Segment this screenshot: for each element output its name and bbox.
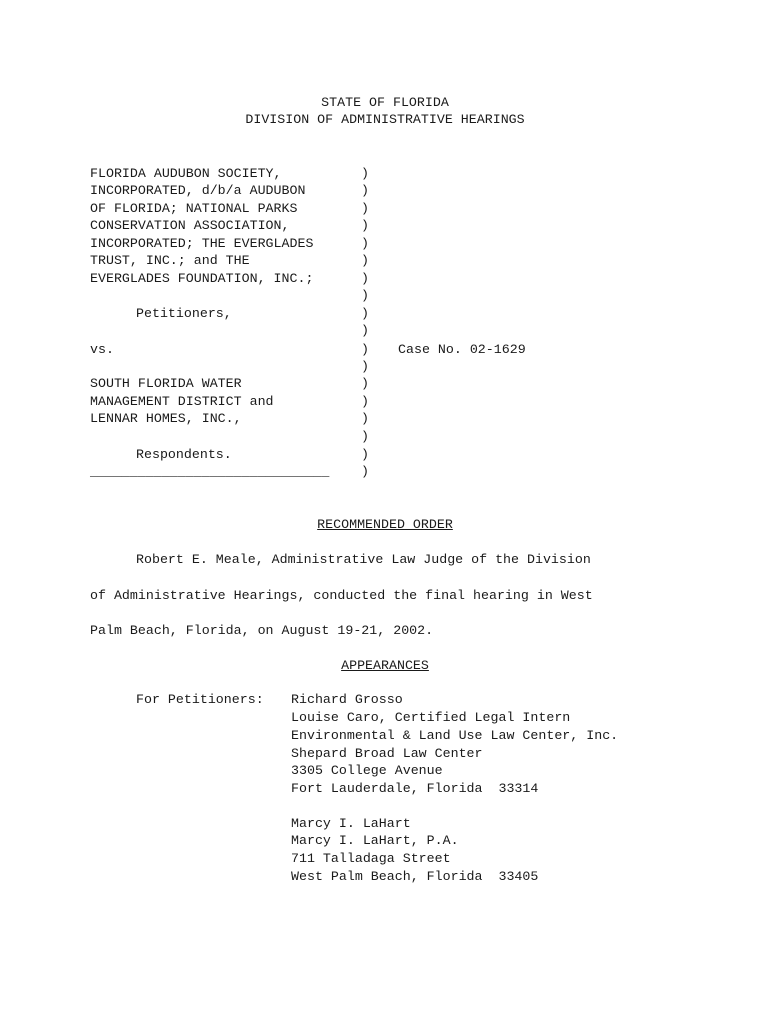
petitioner-line: CONSERVATION ASSOCIATION, xyxy=(90,218,290,233)
petitioner-line: TRUST, INC.; and THE xyxy=(90,253,250,268)
respondent-line: LENNAR HOMES, INC., xyxy=(90,411,242,426)
caption-paren: ) xyxy=(361,218,369,233)
caption-paren: ) xyxy=(361,288,369,303)
header-division: DIVISION OF ADMINISTRATIVE HEARINGS xyxy=(245,112,525,127)
vs-label: vs. xyxy=(90,342,114,357)
counsel-line: Shepard Broad Law Center xyxy=(291,746,483,761)
counsel-line: 711 Talladaga Street xyxy=(291,851,451,866)
caption-paren: ) xyxy=(361,183,369,198)
petitioner-line: INCORPORATED; THE EVERGLADES xyxy=(90,236,314,251)
paragraph-line: Palm Beach, Florida, on August 19-21, 2002. xyxy=(90,623,434,638)
caption-paren: ) xyxy=(361,201,369,216)
caption-paren: ) xyxy=(361,447,369,462)
caption-paren: ) xyxy=(361,429,369,444)
caption-paren: ) xyxy=(361,271,369,286)
caption-paren: ) xyxy=(361,376,369,391)
paragraph-line: Robert E. Meale, Administrative Law Judge of the Division xyxy=(136,552,591,567)
respondents-label: Respondents. xyxy=(136,447,232,462)
counsel-line: Fort Lauderdale, Florida 33314 xyxy=(291,781,539,796)
counsel-line: Marcy I. LaHart xyxy=(291,816,411,831)
header-state: STATE OF FLORIDA xyxy=(321,95,449,110)
petitioner-line: INCORPORATED, d/b/a AUDUBON xyxy=(90,183,306,198)
paragraph-line: of Administrative Hearings, conducted the final hearing in West xyxy=(90,588,593,603)
counsel-line: Marcy I. LaHart, P.A. xyxy=(291,833,459,848)
order-title: RECOMMENDED ORDER xyxy=(317,517,453,532)
petitioners-label: Petitioners, xyxy=(136,306,232,321)
caption-paren: ) xyxy=(361,236,369,251)
petitioner-line: OF FLORIDA; NATIONAL PARKS xyxy=(90,201,298,216)
caption-paren: ) xyxy=(361,166,369,181)
counsel-line: Richard Grosso xyxy=(291,692,403,707)
case-number: Case No. 02-1629 xyxy=(398,342,526,357)
caption-paren: ) xyxy=(361,253,369,268)
counsel-line: West Palm Beach, Florida 33405 xyxy=(291,869,539,884)
appearances-title: APPEARANCES xyxy=(341,658,429,673)
caption-paren: ) xyxy=(361,411,369,426)
respondent-line: MANAGEMENT DISTRICT and xyxy=(90,394,274,409)
caption-paren: ) xyxy=(361,359,369,374)
petitioner-line: FLORIDA AUDUBON SOCIETY, xyxy=(90,166,282,181)
respondent-line: SOUTH FLORIDA WATER xyxy=(90,376,242,391)
counsel-line: 3305 College Avenue xyxy=(291,763,443,778)
caption-paren: ) xyxy=(361,342,369,357)
caption-paren: ) xyxy=(361,306,369,321)
for-petitioners-label: For Petitioners: xyxy=(136,692,264,707)
caption-paren: ) xyxy=(361,464,369,479)
caption-rule: ______________________________ xyxy=(90,464,330,479)
counsel-line: Louise Caro, Certified Legal Intern xyxy=(291,710,571,725)
caption-paren: ) xyxy=(361,394,369,409)
petitioner-line: EVERGLADES FOUNDATION, INC.; xyxy=(90,271,314,286)
counsel-line: Environmental & Land Use Law Center, Inc. xyxy=(291,728,619,743)
caption-paren: ) xyxy=(361,323,369,338)
